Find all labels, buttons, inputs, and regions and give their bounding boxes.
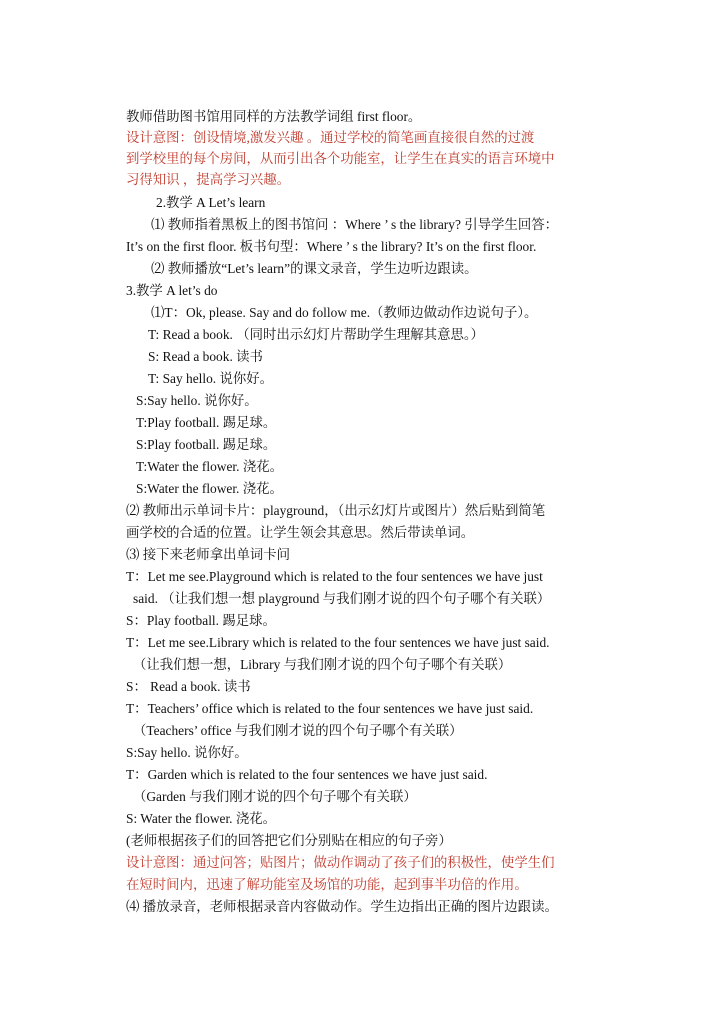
dialogue-line: T：Garden which is related to the four sentences we have just said. xyxy=(126,767,488,782)
dialogue-line: S：Play football. 踢足球。 xyxy=(126,613,276,628)
dialogue-line: T：Teachers’ office which is related to the four sentences we have just said. xyxy=(126,701,534,716)
text-line: ⑷ 播放录音，老师根据录音内容做动作。学生边指出正确的图片边跟读。 xyxy=(126,899,558,914)
text-line: ⑶ 接下来老师拿出单词卡问 xyxy=(126,547,291,562)
dialogue-line: （让我们想一想，Library 与我们刚才说的四个句子哪个有关联） xyxy=(133,657,512,672)
text-line: ⑵ 教师播放“Let’s learn”的课文录音，学生边听边跟读。 xyxy=(151,261,478,276)
design-intent-line: 习得知识 ，提高学习兴趣。 xyxy=(126,172,291,187)
text-line: 画学校的合适的位置。让学生领会其意思。然后带读单词。 xyxy=(126,525,475,540)
design-intent-line: 在短时间内，迅速了解功能室及场馆的功能，起到事半功倍的作用。 xyxy=(126,877,528,892)
text-line: (老师根据孩子们的回答把它们分别贴在相应的句子旁） xyxy=(126,833,452,848)
section-heading: 3.教学 A let’s do xyxy=(126,283,218,298)
text-line: 教师借助图书馆用同样的方法教学词组 first floor。 xyxy=(126,109,422,124)
dialogue-line: （Garden 与我们刚才说的四个句子哪个有关联） xyxy=(133,789,417,804)
dialogue-line: S:Play football. 踢足球。 xyxy=(136,437,277,452)
design-intent-line: 设计意图：通过问答；贴图片；做动作调动了孩子们的积极性，使学生们 xyxy=(126,855,555,870)
dialogue-line: S: Read a book. 读书 xyxy=(148,349,263,364)
dialogue-line: S:Water the flower. 浇花。 xyxy=(136,481,283,496)
dialogue-line: （Teachers’ office 与我们刚才说的四个句子哪个有关联） xyxy=(133,723,463,738)
dialogue-line: S: Water the flower. 浇花。 xyxy=(126,811,277,826)
dialogue-line: S:Say hello. 说你好。 xyxy=(136,393,258,408)
text-line: ⑵ 教师出示单词卡片：playground，（出示幻灯片或图片）然后贴到简笔 xyxy=(126,503,546,518)
dialogue-line: T:Water the flower. 浇花。 xyxy=(136,459,283,474)
text-line: ⑴ 教师指着黑板上的图书馆问 ：Where ’ s the library? 引导学生回答： xyxy=(151,217,558,232)
design-intent-line: 到学校里的每个房间，从而引出各个功能室，让学生在真实的语言环境中 xyxy=(126,151,555,166)
section-heading: 2.教学 A Let’s learn xyxy=(156,195,266,210)
dialogue-line: T：Let me see.Playground which is related to the four sentences we have just xyxy=(126,569,543,584)
dialogue-line: S:Say hello. 说你好。 xyxy=(126,745,248,760)
dialogue-line: T:Play football. 踢足球。 xyxy=(136,415,277,430)
dialogue-line: T: Read a book. （同时出示幻灯片帮助学生理解其意思。） xyxy=(148,327,484,342)
text-line: It’s on the first floor. 板书句型：Where ’ s the library? It’s on the first floor. xyxy=(126,239,537,254)
dialogue-line: T：Let me see.Library which is related to the four sentences we have just said. xyxy=(126,635,550,650)
dialogue-line: T: Say hello. 说你好。 xyxy=(148,371,274,386)
design-intent-line: 设计意图：创设情境,激发兴趣 。通过学校的简笔画直接很自然的过渡 xyxy=(126,130,535,145)
dialogue-line: said. （让我们想一想 playground 与我们刚才说的四个句子哪个有关联） xyxy=(133,591,551,606)
dialogue-line: S： Read a book. 读书 xyxy=(126,679,251,694)
text-line: ⑴T：Ok, please. Say and do follow me.（教师边做动作边说句子）。 xyxy=(151,305,538,320)
